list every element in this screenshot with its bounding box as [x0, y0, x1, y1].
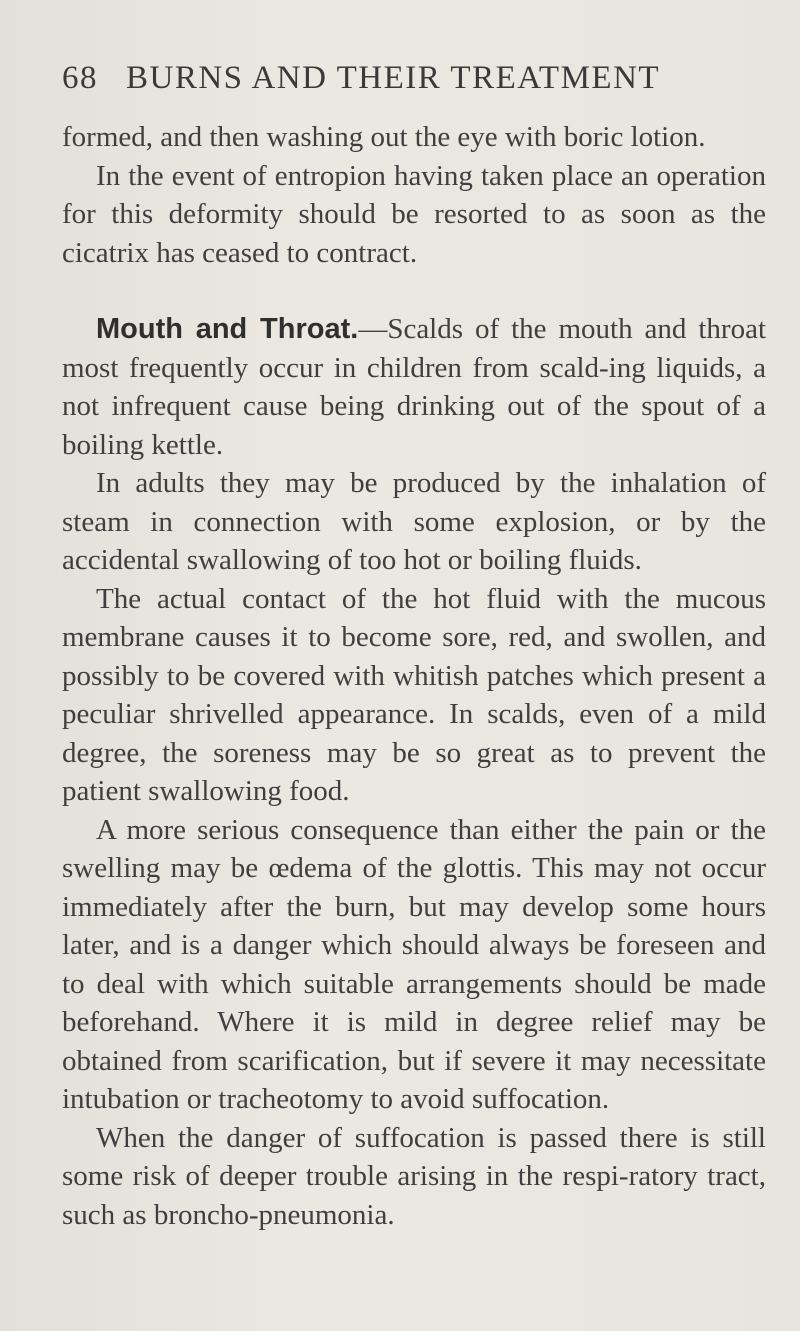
- paragraph-continuation: formed, and then washing out the eye with boric lotion.: [62, 121, 706, 153]
- paragraph-entropion: In the event of entropion having taken place an operation for this deformity should be resorted to as soon as the cicatrix has ceased to contract.: [62, 159, 766, 269]
- paragraph-suffocation: When the danger of suffocation is passed there is still some risk of deeper trouble arising in the respi-ratory tract, such as broncho-pneumonia.: [62, 1121, 766, 1231]
- page-number: 68: [62, 60, 98, 96]
- paragraph-adults: In adults they may be produced by the inhalation of steam in connection with some explosion, or by the accidental swallowing of too hot or boiling fluids.: [62, 467, 766, 576]
- paragraph-oedema: A more serious consequence than either the pain or the swelling may be œdema of the glottis. This may not occur immediately after the burn, but may develop some hours later, and is a danger which should always be foreseen and to deal with which suitable arrangements should be made beforehand. Where it is mild in degree relief may be obtained from scarification, but if severe it may necessitate intubation or tracheotomy to avoid suffocation.: [62, 813, 766, 1115]
- running-header: [62, 60, 762, 97]
- section-heading: Mouth and Throat.: [96, 313, 359, 345]
- body-text: [62, 118, 766, 1234]
- section-intro-text: —Scalds of the mouth and throat most frequently occur in children from scald-ing liquids, a not infrequent cause being drinking out of the spout of a boiling kettle.: [62, 313, 766, 461]
- running-title: BURNS AND THEIR TREATMENT: [126, 60, 661, 96]
- paragraph-contact: The actual contact of the hot fluid with the mucous membrane causes it to become sore, red, and swollen, and possibly to be covered with whitish patches which present a peculiar shrivelled appearance. In scalds, even of a mild degree, the soreness may be so great as to prevent the patient swallowing food.: [62, 582, 766, 807]
- paragraph-mouth-throat: [62, 310, 766, 464]
